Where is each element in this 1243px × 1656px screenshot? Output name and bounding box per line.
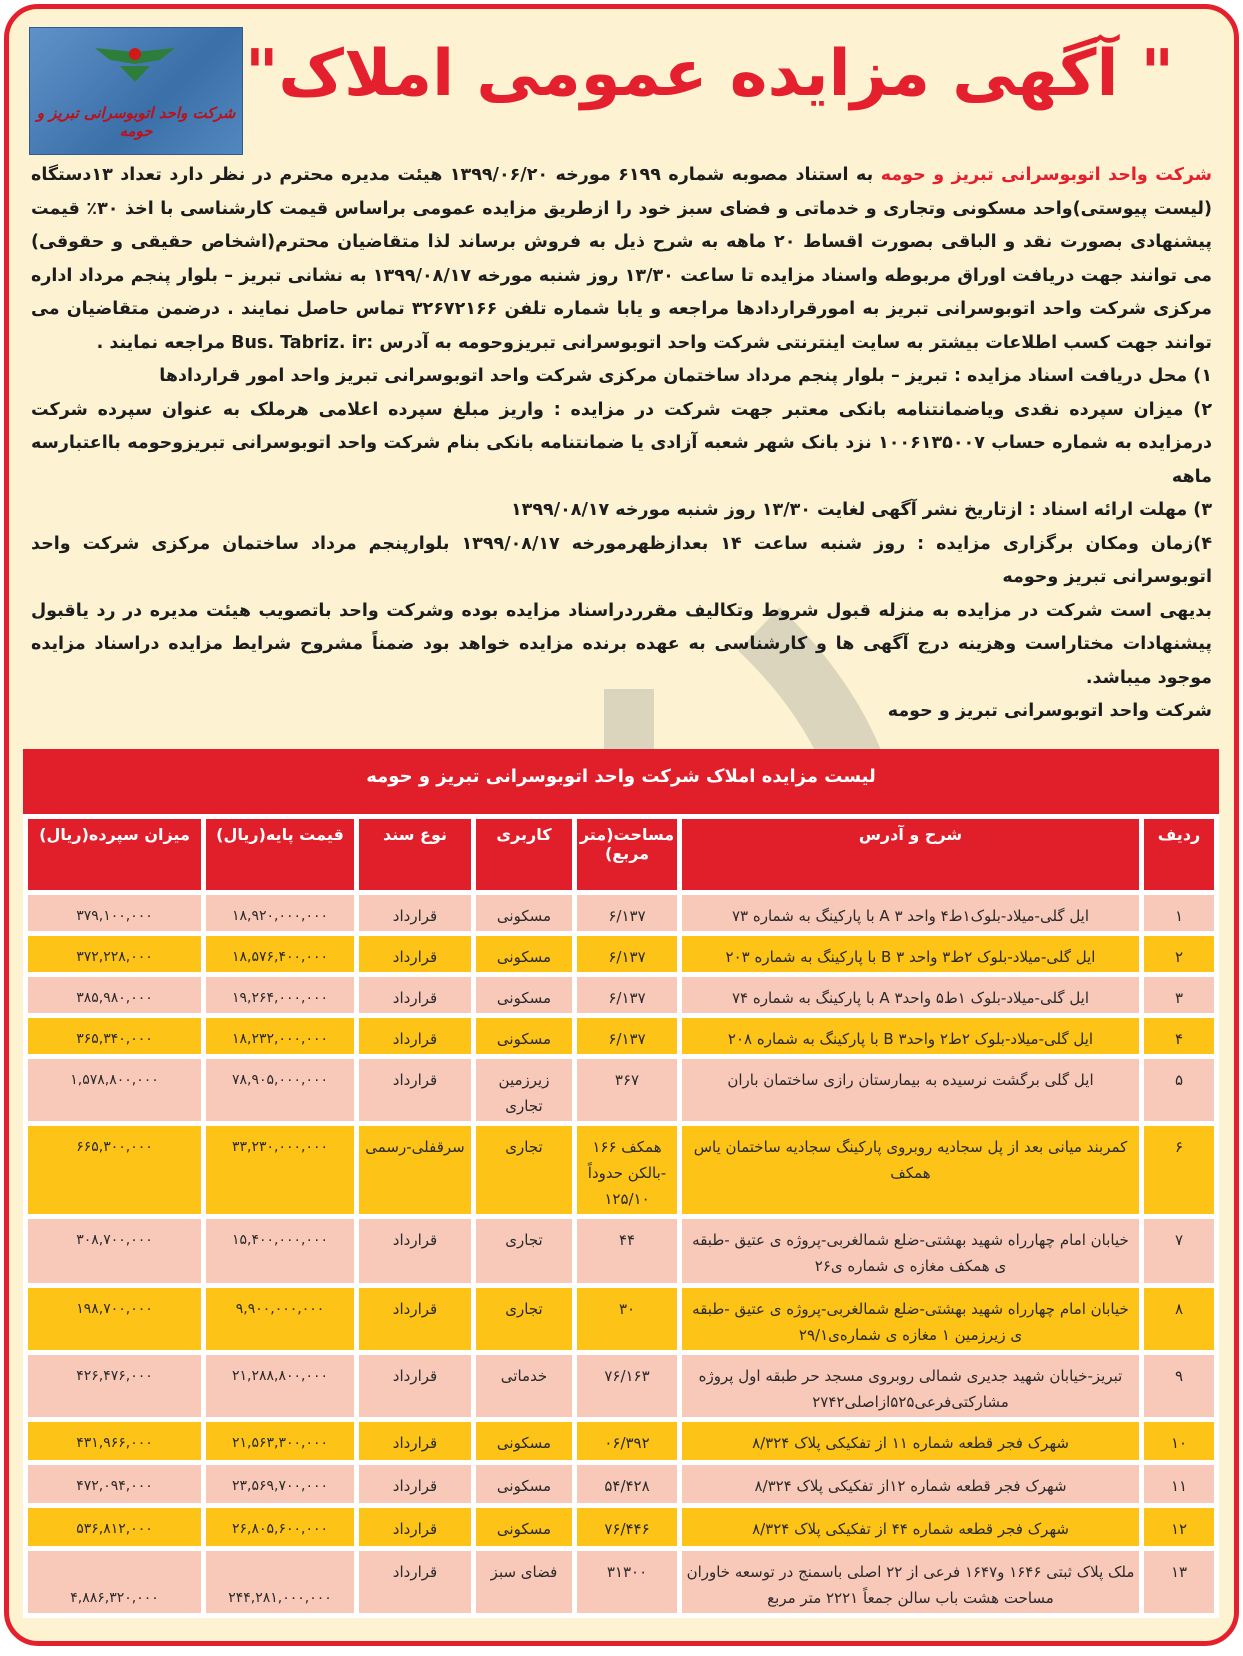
- cell-area: ۳۰: [577, 1288, 677, 1350]
- cell-usage: مسکونی: [476, 977, 572, 1013]
- cell-deposit: ۳۷۹,۱۰۰,۰۰۰: [28, 895, 201, 931]
- cell-description: ایل گلی-میلاد-بلوک ۲ط۳ واحد ۳ B با پارکینگ به شماره ۲۰۳: [682, 936, 1139, 972]
- table-row: [28, 1288, 1214, 1350]
- cell-base-price: ۲۱,۲۸۸,۸۰۰,۰۰۰: [206, 1355, 354, 1417]
- cell-description: کمربند میانی بعد از پل سجادیه روبروی پارکینگ سجادیه ساختمان یاس همکف: [682, 1126, 1139, 1214]
- signature: شرکت واحد اتوبوسرانی تبریز و حومه: [887, 701, 1212, 721]
- cell-row-number: ۱: [1144, 895, 1214, 931]
- cell-base-price: ۱۸,۲۳۲,۰۰۰,۰۰۰: [206, 1018, 354, 1054]
- cell-area: همکف ۱۶۶ -بالکن حدوداً ۱۲۵/۱۰: [577, 1126, 677, 1214]
- cell-base-price: ۲۱,۵۶۳,۳۰۰,۰۰۰: [206, 1422, 354, 1460]
- table-header-row: [28, 819, 1214, 890]
- cell-area: ۷۶/۴۴۶: [577, 1508, 677, 1546]
- header-deposit: میزان سپرده(ریال): [28, 819, 201, 890]
- header-row-number: ردیف: [1144, 819, 1214, 890]
- cell-row-number: ۱۱: [1144, 1465, 1214, 1503]
- cell-deposit: ۶۶۵,۳۰۰,۰۰۰: [28, 1126, 201, 1214]
- cell-deposit: ۳۶۵,۳۴۰,۰۰۰: [28, 1018, 201, 1054]
- item-3: ۳) مهلت ارائه اسناد : ازتاریخ نشر آگهی لغایت ۱۳/۳۰ روز شنبه مورخه ۱۳۹۹/۰۸/۱۷: [510, 500, 1212, 520]
- cell-deposit: ۴,۸۸۶,۳۲۰,۰۰۰: [28, 1551, 201, 1613]
- header-description: شرح و آدرس: [682, 819, 1139, 890]
- cell-base-price: ۳۳,۲۳۰,۰۰۰,۰۰۰: [206, 1126, 354, 1214]
- cell-row-number: ۶: [1144, 1126, 1214, 1214]
- cell-area: ۳۶۷: [577, 1059, 677, 1121]
- cell-row-number: ۷: [1144, 1219, 1214, 1283]
- cell-deposit: ۴۲۶,۴۷۶,۰۰۰: [28, 1355, 201, 1417]
- cell-usage: مسکونی: [476, 1422, 572, 1460]
- table-row: [28, 1018, 1214, 1054]
- cell-deposit: ۴۳۱,۹۶۶,۰۰۰: [28, 1422, 201, 1460]
- cell-deposit: ۳۰۸,۷۰۰,۰۰۰: [28, 1219, 201, 1283]
- cell-deposit: ۱,۵۷۸,۸۰۰,۰۰۰: [28, 1059, 201, 1121]
- cell-description: ملک پلاک ثبتی ۱۶۴۶ و۱۶۴۷ فرعی از ۲۲ اصلی باسمنج در توسعه خاوران مساحت هشت باب سالن جمعاً ۲۲۲۱ متر مربع: [682, 1551, 1139, 1613]
- cell-deposit: ۴۷۲,۰۹۴,۰۰۰: [28, 1465, 201, 1503]
- cell-base-price: ۱۸,۹۲۰,۰۰۰,۰۰۰: [206, 895, 354, 931]
- cell-usage: زیرزمین تجاری: [476, 1059, 572, 1121]
- cell-document-type: قرارداد: [359, 1059, 471, 1121]
- cell-usage: تجاری: [476, 1219, 572, 1283]
- cell-row-number: ۲: [1144, 936, 1214, 972]
- cell-row-number: ۵: [1144, 1059, 1214, 1121]
- cell-base-price: ۱۵,۴۰۰,۰۰۰,۰۰۰: [206, 1219, 354, 1283]
- table-row: [28, 977, 1214, 1013]
- table-row: [28, 1508, 1214, 1546]
- cell-document-type: قرارداد: [359, 1422, 471, 1460]
- cell-document-type: قرارداد: [359, 895, 471, 931]
- wing-emblem-icon: [90, 42, 180, 88]
- advertisement-frame: [4, 4, 1239, 1646]
- item-4: ۴)زمان ومکان برگزاری مزایده : روز شنبه ساعت ۱۴ بعدازظهرمورخه ۱۳۹۹/۰۸/۱۷ بلوارپنجم مرداد ساختمان مرکزی شرکت واحد اتوبوسرانی تبریز وحومه: [31, 533, 1212, 587]
- table-title: لیست مزایده املاک شرکت واحد اتوبوسرانی تبریز و حومه: [23, 749, 1219, 815]
- header-usage: کاربری: [476, 819, 572, 890]
- cell-base-price: ۱۹,۲۶۴,۰۰۰,۰۰۰: [206, 977, 354, 1013]
- cell-area: ۵۴/۴۲۸: [577, 1465, 677, 1503]
- header-base-price: قیمت پایه(ریال): [206, 819, 354, 890]
- header-document-type: نوع سند: [359, 819, 471, 890]
- cell-base-price: ۷۸,۹۰۵,۰۰۰,۰۰۰: [206, 1059, 354, 1121]
- cell-row-number: ۳: [1144, 977, 1214, 1013]
- cell-area: ۷۶/۱۶۳: [577, 1355, 677, 1417]
- cell-document-type: قرارداد: [359, 1551, 471, 1613]
- closing-paragraph: بدیهی است شرکت در مزایده به منزله قبول شروط وتکالیف مقرردراسناد مزایده بوده وشرکت واحد باتصویب هیئت مدیره در رد یاقبول پیشنهادات مختاراست وهزینه درج آگهی ها و کارشناسی به عهده برنده مزایده خواهد بود ضمناً مشروح شرایط مزایده دراسناد مزایده موجود میباشد.: [31, 600, 1212, 688]
- cell-row-number: ۹: [1144, 1355, 1214, 1417]
- page-title: " آگهی مزایده عمومی املاک": [245, 37, 1174, 111]
- cell-usage: فضای سبز: [476, 1551, 572, 1613]
- table-row: [28, 1551, 1214, 1613]
- property-list: [23, 814, 1219, 1618]
- table-row: [28, 1219, 1214, 1283]
- cell-area: ۶/۱۳۷: [577, 895, 677, 931]
- cell-base-price: ۲۳,۵۶۹,۷۰۰,۰۰۰: [206, 1465, 354, 1503]
- cell-document-type: قرارداد: [359, 936, 471, 972]
- property-table: [23, 749, 1219, 1618]
- cell-deposit: ۳۷۲,۲۲۸,۰۰۰: [28, 936, 201, 972]
- cell-area: ۶/۱۳۷: [577, 936, 677, 972]
- cell-description: شهرک فجر قطعه شماره ۴۴ از تفکیکی پلاک ۸/۳۲۴: [682, 1508, 1139, 1546]
- intro-text: به استناد مصوبه شماره ۶۱۹۹ مورخه ۱۳۹۹/۰۶/۲۰ هیئت مدیره محترم در نظر دارد تعداد ۱۳دستگاه (لیست پیوستی)واحد مسکونی وتجاری و خدماتی و فضای سبز خود را ازطریق مزایده عمومی براساس قیمت کارشناسی با اخذ ۳۰٪ قیمت پیشنهادی بصورت نقد و الباقی بصورت اقساط ۲۰ ماهه به شرح ذیل به فروش برساند لذا متقاضیان محترم(اشخاص حقیقی و حقوقی) می توانند جهت دریافت اوراق مربوطه واسناد مزایده تا ساعت ۱۳/۳۰ روز شنبه مورخه ۱۳۹۹/۰۸/۱۷ به نشانی تبریز – بلوار پنجم مرداد اداره مرکزی شرکت واحد اتوبوسرانی تبریز به امورقراردادها مراجعه و یابا شماره تلفن ۳۲۶۷۲۱۶۶ تماس حاصل نمایند . درضمن متقاضیان می توانند جهت کسب اطلاعات بیشتر به سایت اینترنتی شرکت واحد اتوبوسرانی تبریزوحومه به آدرس :Bus. Tabriz. ir مراجعه نمایند .: [31, 165, 1213, 353]
- cell-usage: مسکونی: [476, 1465, 572, 1503]
- item-2: ۲) میزان سپرده نقدی ویاضمانتنامه بانکی معتبر جهت شرکت در مزایده : واریز مبلغ سپرده اعلامی هرملک به عنوان سپرده شرکت درمزایده به شماره حساب ۱۰۰۶۱۳۵۰۰۷ نزد بانک شهر شعبه آزادی یا ضمانتنامه بانکی بنام شرکت واحد اتوبوسرانی تبریزوحومه بااعتبارسه ماهه: [31, 399, 1212, 487]
- cell-description: خیابان امام چهارراه شهید بهشتی-ضلع شمالغربی-پروژه ی عتیق -طبقه ی زیرزمین ۱ مغازه ی شماره‌ی۲۹/۱: [682, 1288, 1139, 1350]
- table-row: [28, 1422, 1214, 1460]
- cell-usage: تجاری: [476, 1126, 572, 1214]
- cell-usage: خدماتی: [476, 1355, 572, 1417]
- company-logo: [29, 27, 243, 155]
- cell-base-price: ۹,۹۰۰,۰۰۰,۰۰۰: [206, 1288, 354, 1350]
- cell-document-type: سرقفلی-رسمی: [359, 1126, 471, 1214]
- cell-description: ایل گلی-میلاد-بلوک ۱ط۵ واحد۳ A با پارکینگ به شماره ۷۴: [682, 977, 1139, 1013]
- cell-usage: تجاری: [476, 1288, 572, 1350]
- cell-usage: مسکونی: [476, 895, 572, 931]
- cell-document-type: قرارداد: [359, 1355, 471, 1417]
- cell-base-price: ۱۸,۵۷۶,۴۰۰,۰۰۰: [206, 936, 354, 972]
- cell-row-number: ۱۲: [1144, 1508, 1214, 1546]
- cell-row-number: ۸: [1144, 1288, 1214, 1350]
- table-row: [28, 1126, 1214, 1214]
- cell-base-price: ۲۶,۸۰۵,۶۰۰,۰۰۰: [206, 1508, 354, 1546]
- table-row: [28, 1465, 1214, 1503]
- cell-area: ۳۱۳۰۰: [577, 1551, 677, 1613]
- announcement-body: [31, 159, 1212, 729]
- table-row: [28, 936, 1214, 972]
- item-1: ۱) محل دریافت اسناد مزایده : تبریز – بلوار پنجم مرداد ساختمان مرکزی شرکت واحد اتوبوسرانی تبریز واحد امور قراردادها: [159, 366, 1212, 386]
- cell-usage: مسکونی: [476, 1508, 572, 1546]
- cell-document-type: قرارداد: [359, 1465, 471, 1503]
- cell-area: ۰۶/۳۹۲: [577, 1422, 677, 1460]
- cell-description: خیابان امام چهارراه شهید بهشتی-ضلع شمالغربی-پروژه ی عتیق -طبقه ی همکف مغازه ی شماره ی۲۶: [682, 1219, 1139, 1283]
- cell-deposit: ۱۹۸,۷۰۰,۰۰۰: [28, 1288, 201, 1350]
- table-row: [28, 1059, 1214, 1121]
- cell-area: ۴۴: [577, 1219, 677, 1283]
- cell-usage: مسکونی: [476, 936, 572, 972]
- cell-row-number: ۱۳: [1144, 1551, 1214, 1613]
- intro-paragraph: [31, 159, 1212, 360]
- cell-description: ایل گلی-میلاد-بلوک ۲ط۲ واحد۳ B با پارکینگ به شماره ۲۰۸: [682, 1018, 1139, 1054]
- cell-base-price: ۲۴۴,۲۸۱,۰۰۰,۰۰۰: [206, 1551, 354, 1613]
- table-row: [28, 895, 1214, 931]
- header-area: مساحت(متر مربع): [577, 819, 677, 890]
- cell-row-number: ۱۰: [1144, 1422, 1214, 1460]
- logo-text: شرکت واحد اتوبوسرانی تبریز و حومه: [36, 104, 236, 140]
- cell-description: ایل گلی-میلاد-بلوک۱ط۴ واحد ۳ A با پارکینگ به شماره ۷۳: [682, 895, 1139, 931]
- cell-usage: مسکونی: [476, 1018, 572, 1054]
- cell-description: ایل گلی برگشت نرسیده به بیمارستان رازی ساختمان باران: [682, 1059, 1139, 1121]
- cell-document-type: قرارداد: [359, 1018, 471, 1054]
- cell-description: شهرک فجر قطعه شماره ۱۲از تفکیکی پلاک ۸/۳۲۴: [682, 1465, 1139, 1503]
- cell-document-type: قرارداد: [359, 1508, 471, 1546]
- cell-document-type: قرارداد: [359, 1288, 471, 1350]
- cell-document-type: قرارداد: [359, 977, 471, 1013]
- cell-row-number: ۴: [1144, 1018, 1214, 1054]
- company-name: شرکت واحد اتوبوسرانی تبریز و حومه: [880, 165, 1212, 185]
- cell-area: ۶/۱۳۷: [577, 977, 677, 1013]
- cell-document-type: قرارداد: [359, 1219, 471, 1283]
- cell-deposit: ۳۸۵,۹۸۰,۰۰۰: [28, 977, 201, 1013]
- cell-description: تبریز-خیابان شهید جدیری شمالی روبروی مسجد حر طبقه اول پروژه مشارکتی‌فرعی۵۲۵ازاصلی۲۷۴۲: [682, 1355, 1139, 1417]
- cell-area: ۶/۱۳۷: [577, 1018, 677, 1054]
- table-row: [28, 1355, 1214, 1417]
- cell-deposit: ۵۳۶,۸۱۲,۰۰۰: [28, 1508, 201, 1546]
- cell-description: شهرک فجر قطعه شماره ۱۱ از تفکیکی پلاک ۸/۳۲۴: [682, 1422, 1139, 1460]
